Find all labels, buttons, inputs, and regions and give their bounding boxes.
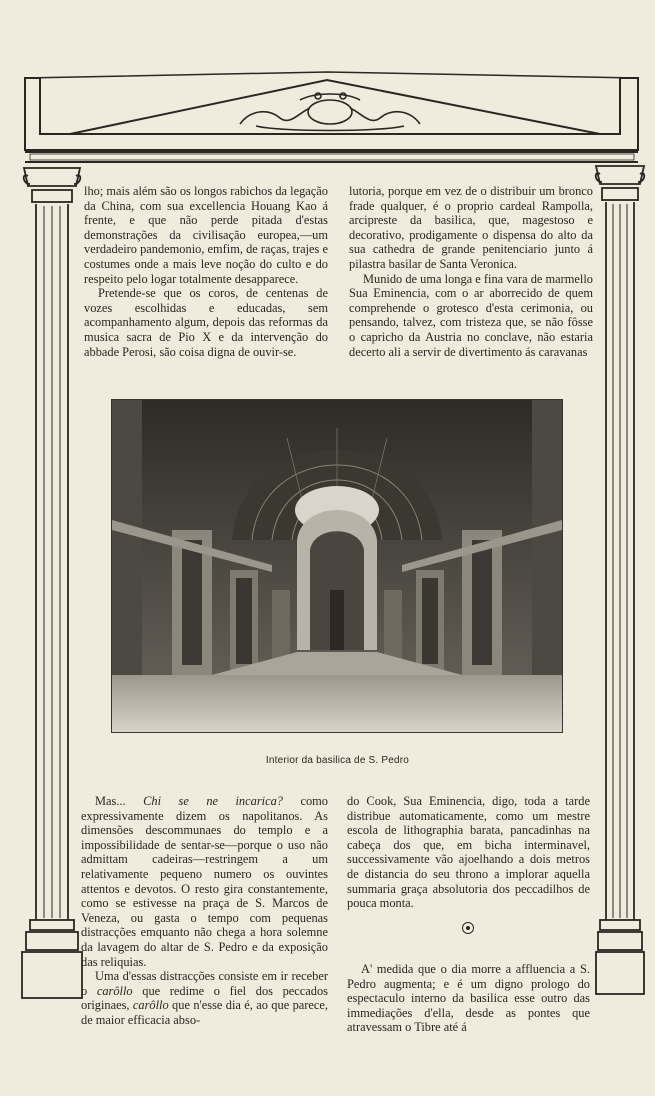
right-column (596, 166, 645, 994)
photo-caption: Interior da basilica de S. Pedro (265, 755, 410, 766)
text-run: Uma d'essas distracções consiste em ir receber o (81, 969, 328, 998)
paragraph: Pretende-se que os coros, de centenas de vozes escolhidas e educadas, sem acompanhamento algum, depois das reformas da musica sacra de Pio X e da intervenção do abbade Perosi, são coisa digna de ouvir-se. (84, 286, 328, 359)
paragraph (81, 969, 328, 1027)
basilica-photograph (111, 399, 563, 733)
lower-right-column-continued (347, 962, 590, 1035)
upper-left-column (84, 184, 328, 359)
paragraph: lutoria, porque em vez de o distribuir um bronco frade qualquer, é o proprio cardeal Rampolla, arcipreste da basilica, que, magestoso e decorativo, prodigamente o dispensa do alto da sua cathedra de grande penitenciario junto á pilastra basilar de Santa Veronica. (349, 184, 593, 271)
upper-right-column (349, 184, 593, 359)
italic-quote: Chi se ne incarica? (143, 794, 283, 808)
text-run: como expressivamente dizem os napolitanos. As dimensões descommunaes do templo e a impossibilidade de sentar-se—porque o uso não admittam cadeiras—restringem a um relativamente pequeno numero os ouvintes attentos e devotos. O resto gira constantemente, como se estivesse na praça de S. Marcos de Veneza, ou gasta o tempo com pequenas distracções emquanto não chega a hora solemne da lavagem do altar de S. Pedro e da exposição das reliquias. (81, 794, 328, 969)
paragraph (81, 794, 328, 969)
section-separator-icon (462, 922, 474, 934)
text-run: que n'esse dia é, ao que parece, de maior efficacia abso- (81, 998, 328, 1027)
paragraph: A' medida que o dia morre a affluencia a S. Pedro augmenta; e é um digno prologo do espectaculo interno da basilica esse outro das immediações d'ella, desde as pontes que atravessam o Tibre até á (347, 962, 590, 1035)
text-run: Mas... (95, 794, 144, 808)
lower-right-column (347, 794, 590, 911)
paragraph: Munido de uma longa e fina vara de marmello Sua Eminencia, com o ar aborrecido de quem comprehende o grotesco d'esta cerimonia, ou pensando, talvez, com tristeza que, se não fôsse o capricho da Austria no conclave, não estaria decerto ali a servir de divertimento ás caravanas (349, 271, 593, 359)
paragraph: do Cook, Sua Eminencia, digo, toda a tarde distribue automaticamente, como um mestre escola de lithographia barata, pancadinhas na cabeça dos que, em bicha interminavel, successivamente vão ajoelhando a dois metros de distancia do seu throno a implorar aquella summaria graça absolutoria dos peccadilhos de pouca monta. (347, 794, 590, 911)
italic-term: carôllo (132, 998, 169, 1013)
lower-left-column (81, 794, 328, 1028)
paragraph: lho; mais além são os longos rabichos da legação da China, com sua excellencia Houang Kao á frente, e que não perde pitada d'estas demonstrações da civilisação europea,—um verdadeiro pandemonio, emfim, de raças, trajes e costumes onde a mais leve noção do culto e do respeito pelo logar totalmente desapparece. (84, 184, 328, 286)
left-column (22, 168, 82, 998)
pediment-ornament (240, 93, 420, 131)
italic-term: carôllo (96, 983, 133, 998)
text-run: que redime o fiel dos peccados originaes, (81, 983, 329, 1013)
